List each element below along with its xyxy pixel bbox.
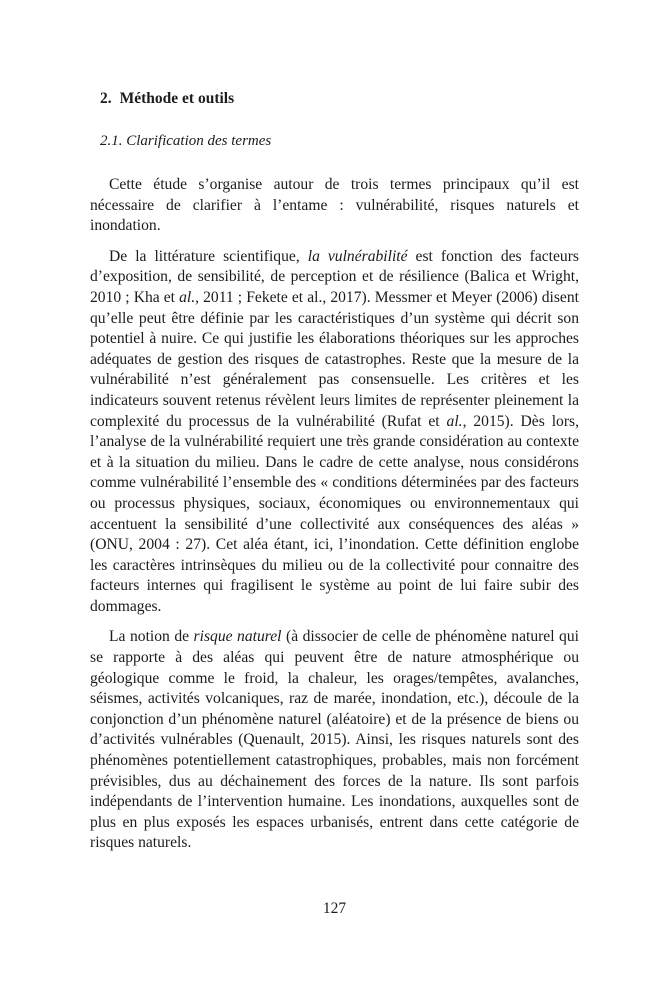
text-run: (à dissocier de celle de phénomène naturel qui se rapporte à des aléas qui peuvent être de nature atmosphérique ou géologique comme le froid, la chaleur, les orages/tempêtes, avalanches, séismes, activités volcaniques, raz de marée, inondation, etc.), découle de la conjonction d’un phénomène naturel (aléatoire) et de la présence de biens ou d’activités vulnérables (Quenault, 2015). Ainsi, les risques naturels sont des phénomènes potentiellement catastrophiques, probables, mais non forcément prévisibles, dus au déchainement des forces de la nature. Ils sont parfois indépendants de l’intervention humaine. Les inondations, auxquelles sont de plus en plus exposés les espaces urbanisés, entrent dans cette catégorie de risques naturels. bbox=[90, 628, 579, 852]
paragraph-intro: Cette étude s’organise autour de trois termes principaux qu’il est nécessaire de clarifier à l’entame : vulnérabilité, risques naturels et inondation. bbox=[90, 176, 579, 235]
paragraph-vulnerabilite bbox=[90, 247, 579, 618]
section-number: 2. bbox=[100, 90, 112, 107]
subsection-heading: 2.1. Clarification des termes bbox=[100, 133, 272, 149]
section-title: Méthode et outils bbox=[119, 90, 235, 107]
emphasis-term: risque naturel bbox=[193, 628, 282, 646]
section-heading bbox=[100, 90, 234, 108]
book-page bbox=[90, 0, 579, 1006]
body-text bbox=[90, 175, 579, 864]
text-run: , 2011 ; Fekete et al., 2017). Messmer et Meyer (2006) disent qu’elle peut être définie par les caractéristiques d’un système qui décrit son potentiel à nuire. Ce qui justifie les élaborations théoriques sur les approches adéquates de gestion des risques de catastrophes. Reste que la mesure de la vulnérabilité n’est généralement pas consensuelle. Les critères et les indicateurs souvent retenus révèlent leurs limites de représenter pleinement la complexité du processus de la vulnérabilité (Rufat et bbox=[90, 288, 579, 430]
page-number: 127 bbox=[322, 900, 347, 917]
emphasis-al: al. bbox=[179, 288, 196, 306]
emphasis-al: al. bbox=[446, 412, 463, 430]
text-run: De la littérature scientifique, bbox=[109, 247, 308, 265]
text-run: , 2015). Dès lors, l’analyse de la vulnérabilité requiert une très grande considération au contexte et à la situation du milieu. Dans le cadre de cette analyse, nous considérons comme vulnérabilité l’ensemble des « conditions déterminées par des facteurs ou processus physiques, sociaux, économiques ou environnementaux qui accentuent la sensibilité d’une collectivité aux conséquences des aléas » (ONU, 2004 : 27). Cet aléa étant, ici, l’inondation. Cette définition englobe les caractères intrinsèques du milieu ou de la collectivité pour connaitre des facteurs internes qui fragilisent le système au point de lui faire subir des dommages. bbox=[90, 412, 579, 615]
text-run: La notion de bbox=[109, 628, 194, 646]
emphasis-term: la vulnérabilité bbox=[307, 247, 408, 265]
paragraph-risque-naturel bbox=[90, 627, 579, 854]
text-run: est fonction des facteurs d’exposition, de sensibilité, de perception et de résilience (Balica et Wright, 2010 ; Kha et bbox=[90, 247, 579, 306]
